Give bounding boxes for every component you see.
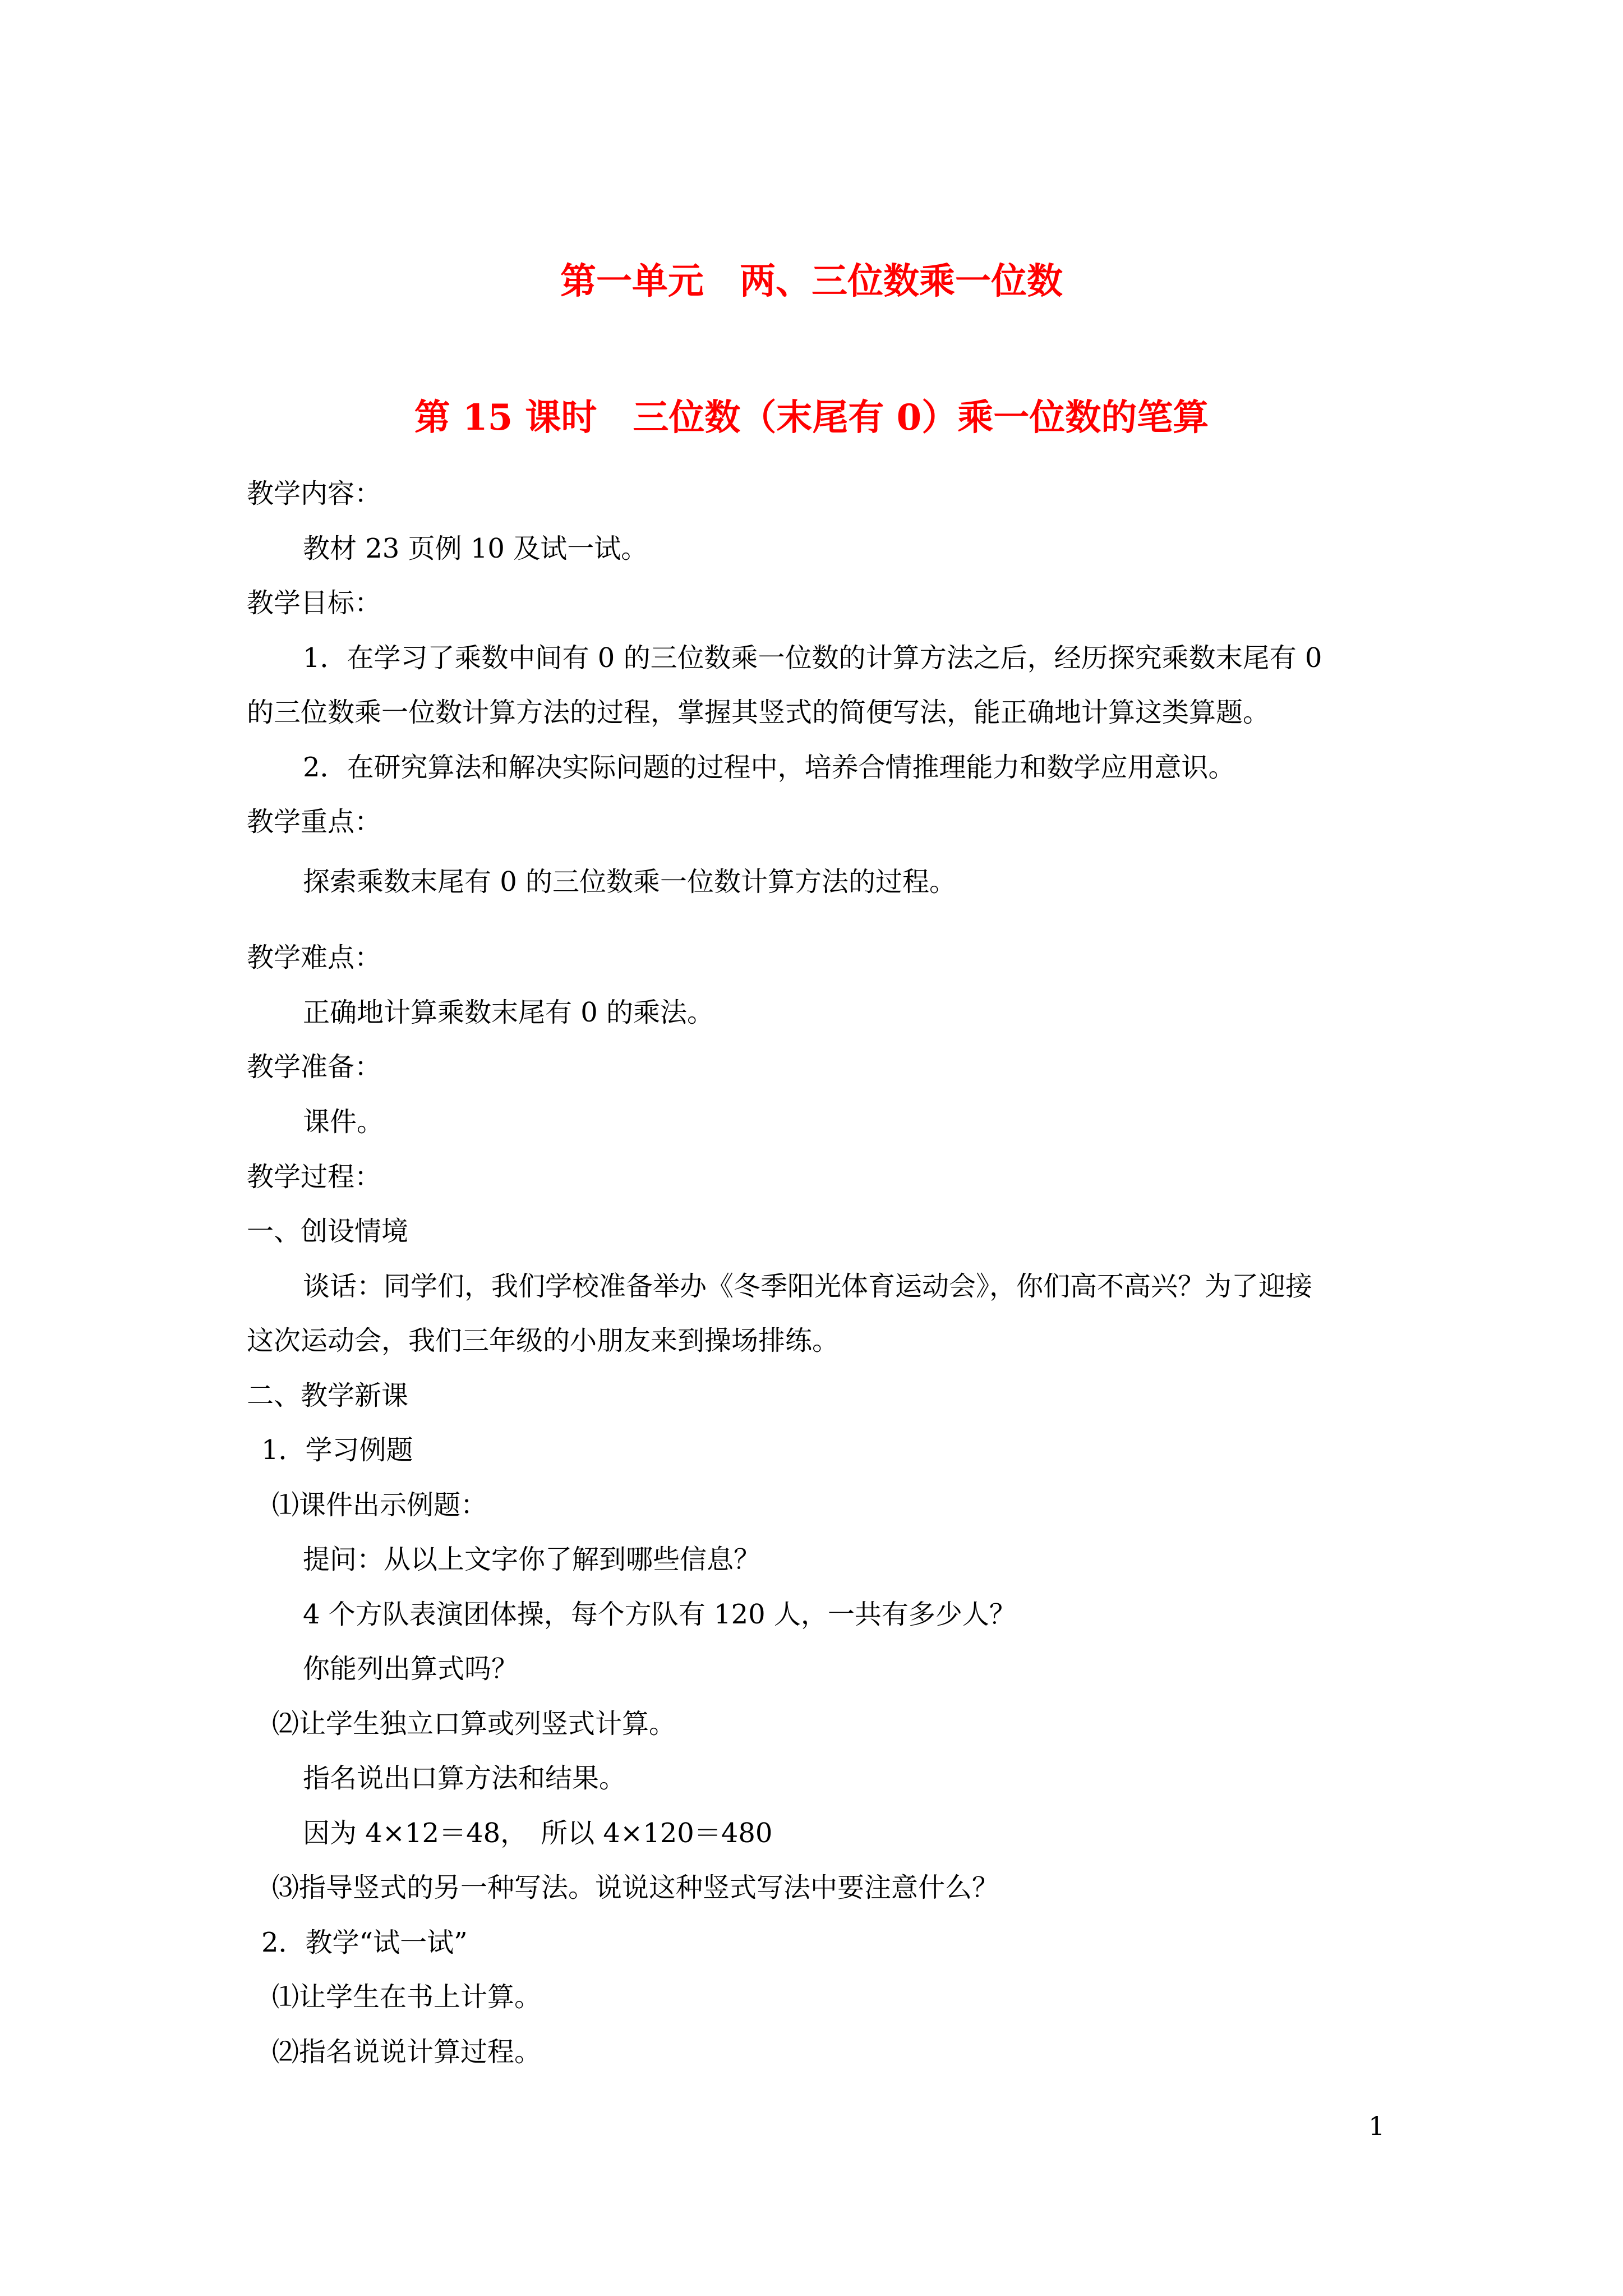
list-item: ⑶指导竖式的另一种写法。说说这种竖式写法中要注意什么？: [272, 1872, 999, 1903]
equation: 因为 4×12＝48， 所以 4×120＝480: [303, 1818, 773, 1849]
paragraph: 你能列出算式吗？: [303, 1653, 519, 1685]
paragraph: 的三位数乘一位数计算方法的过程，掌握其竖式的简便写法，能正确地计算这类算题。: [247, 697, 1270, 728]
paragraph: 1．在学习了乘数中间有 0 的三位数乘一位数的计算方法之后，经历探究乘数末尾有 0: [303, 642, 1322, 674]
lesson-title: 第 15 课时 三位数（末尾有 0）乘一位数的笔算: [414, 397, 1209, 439]
paragraph: 教材 23 页例 10 及试一试。: [303, 533, 648, 564]
section-heading: 教学重点：: [247, 806, 382, 838]
list-item: ⑴让学生在书上计算。: [272, 1981, 542, 2013]
page-number: 1: [1368, 2111, 1385, 2141]
section-heading: 二、教学新课: [247, 1380, 409, 1411]
paragraph: 2．在研究算法和解决实际问题的过程中，培养合情推理能力和数学应用意识。: [303, 752, 1235, 783]
section-heading: 一、创设情境: [247, 1216, 409, 1247]
paragraph: 指名说出口算方法和结果。: [303, 1763, 626, 1794]
section-heading: 教学内容：: [247, 478, 382, 509]
paragraph: 谈话：同学们，我们学校准备举办《冬季阳光体育运动会》，你们高不高兴？为了迎接: [303, 1271, 1313, 1302]
paragraph: 正确地计算乘数末尾有 0 的乘法。: [303, 997, 714, 1028]
paragraph: 课件。: [303, 1106, 384, 1138]
subsection-heading: 2．教学“试一试”: [261, 1927, 468, 1958]
section-heading: 教学过程：: [247, 1161, 382, 1193]
list-item: ⑵让学生独立口算或列竖式计算。: [272, 1708, 676, 1740]
section-heading: 教学目标：: [247, 587, 382, 619]
paragraph: 这次运动会，我们三年级的小朋友来到操场排练。: [247, 1325, 840, 1356]
list-item: ⑵指名说说计算过程。: [272, 2036, 542, 2068]
paragraph: 4 个方队表演团体操，每个方队有 120 人，一共有多少人？: [303, 1599, 1016, 1630]
section-heading: 教学准备：: [247, 1051, 382, 1083]
subsection-heading: 1．学习例题: [261, 1434, 413, 1466]
paragraph: 探索乘数末尾有 0 的三位数乘一位数计算方法的过程。: [303, 866, 957, 898]
unit-title: 第一单元 两、三位数乘一位数: [560, 260, 1063, 302]
list-item: ⑴课件出示例题：: [272, 1489, 488, 1521]
paragraph: 提问：从以上文字你了解到哪些信息？: [303, 1544, 761, 1575]
section-heading: 教学难点：: [247, 942, 382, 973]
